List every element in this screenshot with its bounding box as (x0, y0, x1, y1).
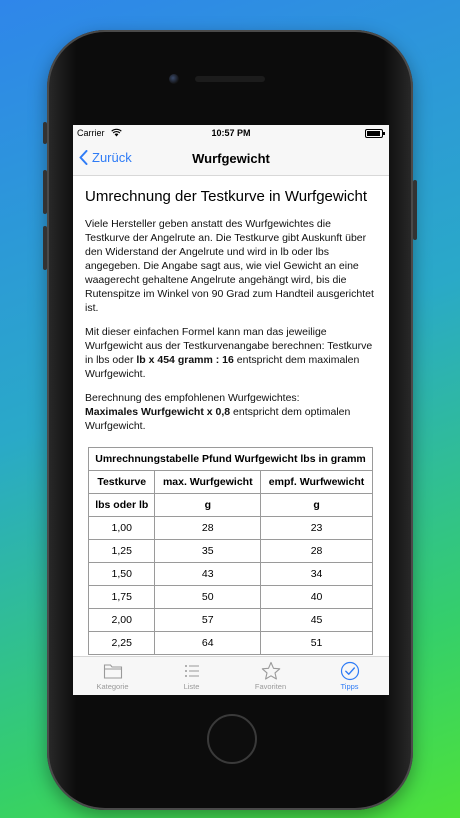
table-row (89, 563, 373, 586)
tab-label: Kategorie (96, 682, 129, 691)
table-cell: 28 (261, 540, 373, 563)
table-cell: 64 (155, 632, 261, 655)
tab-liste[interactable] (152, 657, 231, 695)
formula-bold: lb x 454 gramm : 16 (136, 354, 234, 366)
folder-icon (103, 661, 123, 681)
table-row (89, 632, 373, 655)
table-unit-empf: g (261, 494, 373, 517)
article-heading: Umrechnung der Testkurve in Wurfgewicht (85, 188, 368, 205)
table-header-empf: empf. Wurfwewicht (261, 471, 373, 494)
table-header-row (89, 471, 373, 494)
tab-bar (73, 656, 389, 695)
recommended-bold: Maximales Wurfgewicht x 0,8 (85, 406, 231, 418)
carrier-label: Carrier (77, 128, 105, 138)
tab-kategorie[interactable] (73, 657, 152, 695)
mute-switch (43, 122, 47, 144)
back-label: Zurück (92, 150, 132, 165)
conversion-table (88, 447, 373, 655)
table-cell: 23 (261, 517, 373, 540)
table-cell: 57 (155, 609, 261, 632)
tab-label: Favoriten (254, 682, 287, 691)
table-caption-row (89, 448, 373, 471)
table-cell: 1,25 (89, 540, 155, 563)
table-cell: 2,00 (89, 609, 155, 632)
volume-down-button (43, 226, 47, 270)
recommended-text-pre: Berechnung des empfohlenen Wurfgewichtes: (85, 392, 300, 404)
status-bar (73, 125, 389, 141)
power-button (413, 180, 417, 240)
paragraph-testkurve: Viele Hersteller geben anstatt des Wurfgewichtes die Testkurve der Angelrute an. Die Testkurve gibt Auskunft über den Widerstand der Angelrute und wird in lb oder lbs angegeben. Die Angabe sagt aus, wie viel Gewicht an eine waagerecht gehaltene Angelrute angehängt wird, bis die Rutenspitze im Winkel von 90 Grad zum Handteil ausgerichtet ist. (85, 218, 374, 314)
battery-icon (365, 129, 383, 138)
table-cell: 45 (261, 609, 373, 632)
recommended-text-post: entspricht dem optimalen Wurfgewicht. (85, 406, 351, 432)
page-title: Wurfgewicht (192, 151, 270, 166)
tab-label: Liste (183, 682, 200, 691)
earpiece-speaker (195, 76, 265, 82)
clock: 10:57 PM (211, 128, 251, 138)
list-icon (182, 661, 202, 681)
table-caption: Umrechnungstabelle Pfund Wurfgewicht lbs in gramm (89, 448, 373, 471)
table-cell: 40 (261, 586, 373, 609)
table-cell: 1,50 (89, 563, 155, 586)
app-screen (73, 125, 389, 695)
table-cell: 50 (155, 586, 261, 609)
paragraph-recommended (85, 391, 377, 433)
tab-tipps[interactable] (310, 657, 389, 695)
navigation-bar (73, 141, 389, 176)
formula-text-post: entspricht dem maximalen Wurfgewicht. (85, 354, 360, 380)
paragraph-formula (85, 325, 377, 381)
table-cell: 34 (261, 563, 373, 586)
table-row (89, 517, 373, 540)
home-button[interactable] (207, 714, 257, 764)
volume-up-button (43, 170, 47, 214)
table-units-row (89, 494, 373, 517)
star-icon (261, 661, 281, 681)
table-cell: 51 (261, 632, 373, 655)
table-row (89, 609, 373, 632)
table-header-testkurve: Testkurve (89, 471, 155, 494)
table-cell: 35 (155, 540, 261, 563)
checkmark-circle-icon (340, 661, 360, 681)
table-cell: 43 (155, 563, 261, 586)
table-cell: 1,00 (89, 517, 155, 540)
table-row (89, 586, 373, 609)
article-content (73, 176, 389, 655)
table-unit-testkurve: lbs oder lb (89, 494, 155, 517)
table-cell: 2,25 (89, 632, 155, 655)
table-cell: 28 (155, 517, 261, 540)
formula-text-pre: Mit dieser einfachen Formel kann man das jeweilige Wurfgewicht aus der Testkurvenangabe berechnen: Testkurve in lbs oder (85, 326, 373, 366)
front-camera (169, 74, 179, 84)
tab-label: Tipps (340, 682, 359, 691)
tab-favoriten[interactable] (231, 657, 310, 695)
table-unit-max: g (155, 494, 261, 517)
table-header-max: max. Wurfgewicht (155, 471, 261, 494)
table-cell: 1,75 (89, 586, 155, 609)
table-row (89, 540, 373, 563)
